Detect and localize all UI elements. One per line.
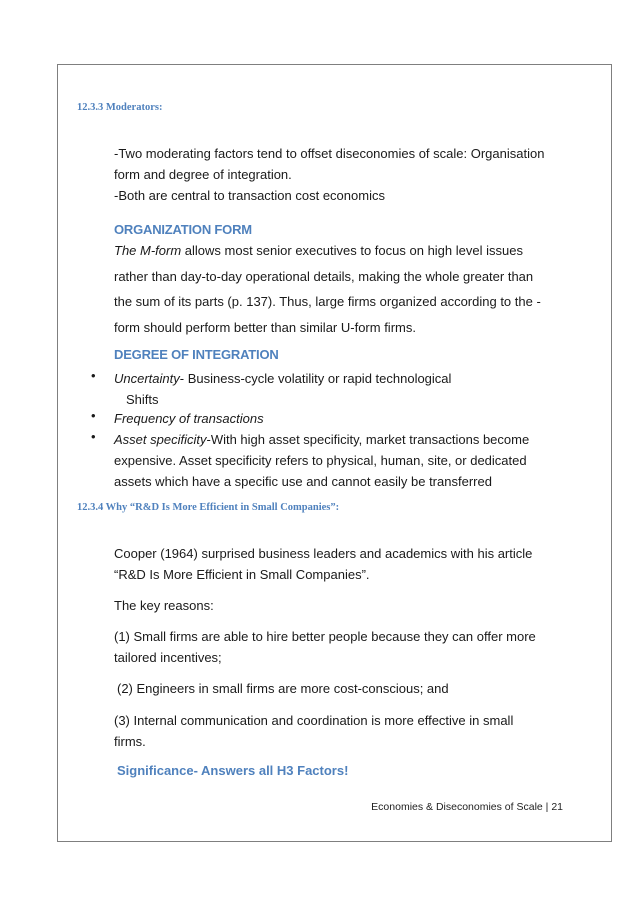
bullet-item-uncertainty (114, 368, 564, 410)
org-form-line-4: form should perform better than similar U-form firms. (114, 319, 416, 335)
cooper-line-2: “R&D Is More Efficient in Small Companies”. (114, 567, 370, 582)
cooper-paragraph (114, 543, 564, 585)
moderators-line-3: -Both are central to transaction cost economics (114, 188, 385, 203)
reason-1-line-2: tailored incentives; (114, 650, 222, 665)
bullet-marker: • (91, 429, 96, 444)
org-form-line-1-text: allows most senior executives to focus on high level issues (181, 243, 523, 258)
reason-1-line-1: (1) Small firms are able to hire better people because they can offer more (114, 629, 536, 644)
bullet-marker: • (91, 408, 96, 423)
section-heading-rnd-efficiency: 12.3.4 Why “R&D Is More Efficient in Small Companies”: (77, 502, 340, 513)
bullet-marker: • (91, 368, 96, 383)
reason-2: (2) Engineers in small firms are more cost-conscious; and (117, 681, 449, 696)
moderators-line-2: form and degree of integration. (114, 167, 292, 182)
significance-note: Significance- Answers all H3 Factors! (117, 763, 349, 778)
org-form-line-3: the sum of its parts (p. 137). Thus, large firms organized according to the - (114, 294, 541, 309)
asset-specificity-term: Asset specificity (114, 432, 207, 447)
moderators-paragraph (114, 143, 564, 206)
uncertainty-term: Uncertainty (114, 371, 180, 386)
uncertainty-line-1 (114, 368, 564, 389)
uncertainty-continuation: Shifts (126, 392, 159, 407)
reason-3 (114, 710, 564, 752)
degree-of-integration-heading: DEGREE OF INTEGRATION (114, 347, 279, 362)
bullet-item-frequency: Frequency of transactions (114, 411, 264, 426)
asset-line-3: assets which have a specific use and cannot easily be transferred (114, 474, 492, 489)
organization-form-paragraph (114, 238, 564, 340)
reason-1 (114, 626, 564, 668)
cooper-line-1: Cooper (1964) surprised business leaders and academics with his article (114, 546, 533, 561)
asset-line-1 (114, 429, 564, 450)
m-form-term: The M-form (114, 243, 182, 258)
org-form-line-1 (114, 238, 564, 264)
moderators-line-1: -Two moderating factors tend to offset diseconomies of scale: Organisation (114, 146, 545, 161)
reason-3-line-1: (3) Internal communication and coordination is more effective in small (114, 713, 514, 728)
key-reasons-label: The key reasons: (114, 598, 214, 613)
page-footer: Economies & Diseconomies of Scale | 21 (371, 801, 563, 813)
reason-3-line-2: firms. (114, 734, 146, 749)
uncertainty-text: - Business-cycle volatility or rapid technological (179, 371, 452, 386)
organization-form-heading: ORGANIZATION FORM (114, 222, 252, 237)
section-heading-moderators: 12.3.3 Moderators: (77, 102, 163, 113)
bullet-item-asset-specificity (114, 429, 564, 492)
asset-line-1-text: -With high asset specificity, market transactions become (206, 432, 530, 447)
asset-line-2: expensive. Asset specificity refers to physical, human, site, or dedicated (114, 453, 527, 468)
org-form-line-2: rather than day-to-day operational details, making the whole greater than (114, 268, 534, 284)
